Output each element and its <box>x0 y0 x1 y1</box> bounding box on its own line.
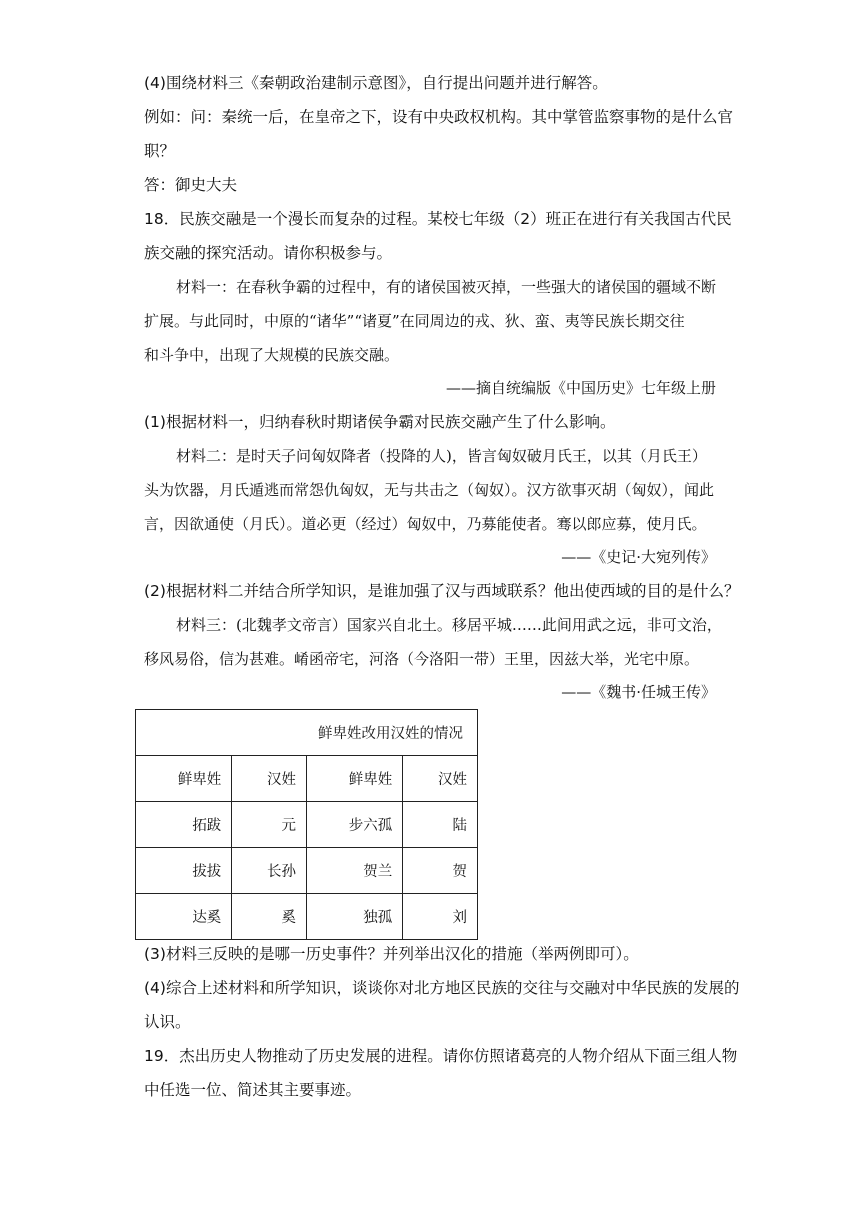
material3-line1: 材料三：(北魏孝文帝言）国家兴自北土。移居平城……此间用武之远，非可文治， <box>176 616 722 634</box>
table-cell: 刘 <box>403 894 478 940</box>
table-cell: 拓跋 <box>136 802 232 848</box>
material2-line3: 言，因欲通使（月氏）。道必更（经过）匈奴中，乃募能使者。骞以郎应募，使月氏。 <box>144 515 707 533</box>
material1-line2: 扩展。与此同时，中原的“诸华”“诸夏”在同周边的戎、狄、蛮、夷等民族长期交往 <box>144 312 685 330</box>
q17-example-line1: 例如：问：秦统一后，在皇帝之下，设有中央政权机构。其中掌管监察事物的是什么官 <box>144 108 734 126</box>
table-row <box>136 802 478 848</box>
q18-intro-line2: 族交融的探究活动。请你积极参与。 <box>144 244 393 262</box>
q18-intro-line1: 18．民族交融是一个漫长而复杂的过程。某校七年级（2）班正在进行有关我国古代民 <box>144 210 732 228</box>
header-cell: 汉姓 <box>232 756 307 802</box>
q19-intro-line2: 中任选一位、简述其主要事迹。 <box>144 1081 362 1099</box>
material2-line2: 头为饮器，月氏遁逃而常怨仇匈奴，无与共击之（匈奴）。汉方欲事灭胡（匈奴），闻此 <box>144 481 715 499</box>
q17-part4-prompt: (4)围绕材料三《秦朝政治建制示意图》，自行提出问题并进行解答。 <box>144 74 608 92</box>
table-cell: 达奚 <box>136 894 232 940</box>
table-header-row <box>136 756 478 802</box>
table-cell: 贺兰 <box>306 848 402 894</box>
table-cell: 奚 <box>232 894 307 940</box>
q17-example-line2: 职？ <box>144 142 176 160</box>
surname-table <box>135 709 478 940</box>
table-cell: 陆 <box>403 802 478 848</box>
table-cell: 拔拔 <box>136 848 232 894</box>
table-cell: 长孙 <box>232 848 307 894</box>
table-cell: 步六孤 <box>306 802 402 848</box>
material3-line2: 移风易俗，信为甚难。崤函帝宅，河洛（今洛阳一带）王里，因兹大举，光宅中原。 <box>144 650 700 668</box>
q17-answer: 答：御史大夫 <box>144 176 238 194</box>
q18-question3: (3)材料三反映的是哪一历史事件？并列举出汉化的措施（举两例即可）。 <box>144 945 639 963</box>
table-cell: 贺 <box>403 848 478 894</box>
table-row <box>136 848 478 894</box>
header-cell: 汉姓 <box>403 756 478 802</box>
table-cell: 元 <box>232 802 307 848</box>
material1-source: ——摘自统编版《中国历史》七年级上册 <box>445 379 716 397</box>
material1-line1: 材料一：在春秋争霸的过程中，有的诸侯国被灭掉，一些强大的诸侯国的疆域不断 <box>176 278 717 296</box>
table-cell: 独孤 <box>306 894 402 940</box>
q18-question4-line1: (4)综合上述材料和所学知识，谈谈你对北方地区民族的交往与交融对中华民族的发展的 <box>144 979 740 997</box>
table-caption: 鲜卑姓改用汉姓的情况 <box>136 710 478 756</box>
q19-intro-line1: 19．杰出历史人物推动了历史发展的进程。请你仿照诸葛亮的人物介绍从下面三组人物 <box>144 1047 738 1065</box>
header-cell: 鲜卑姓 <box>136 756 232 802</box>
q18-question4-line2: 认识。 <box>144 1013 191 1031</box>
table-row <box>136 894 478 940</box>
material3-source: ——《魏书·任城王传》 <box>561 683 716 701</box>
header-cell: 鲜卑姓 <box>306 756 402 802</box>
q18-question1: (1)根据材料一，归纳春秋时期诸侯争霸对民族交融产生了什么影响。 <box>144 413 616 431</box>
material1-line3: 和斗争中，出现了大规模的民族交融。 <box>144 346 400 364</box>
material2-line1: 材料二：是时天子问匈奴降者（投降的人)，皆言匈奴破月氏王，以其（月氏王） <box>176 447 707 465</box>
q18-question2: (2)根据材料二并结合所学知识，是谁加强了汉与西域联系？他出使西域的目的是什么？ <box>144 582 740 600</box>
material2-source: ——《史记·大宛列传》 <box>561 548 716 566</box>
